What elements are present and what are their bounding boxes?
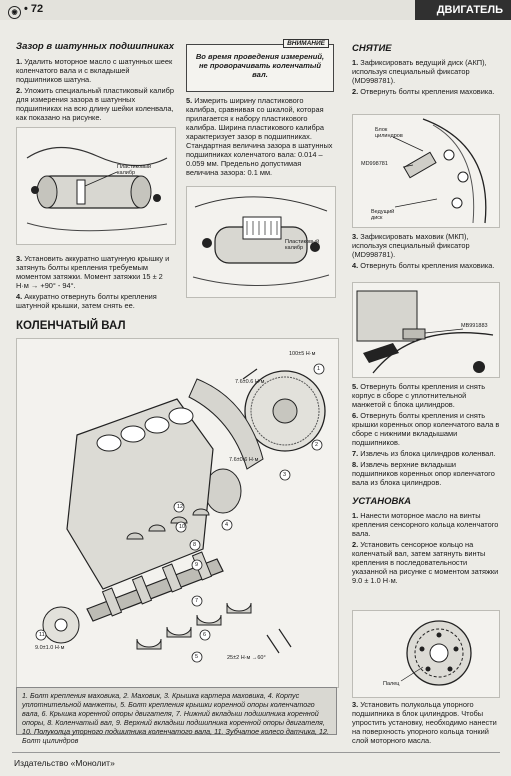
page-number: ◉ • 72 [8, 3, 43, 19]
install-step-3 [352, 700, 500, 745]
sensor-ring-drawing [353, 611, 499, 697]
install-step-1 [352, 511, 500, 538]
figure-sensor-ring [352, 610, 500, 698]
figure-caption: 1. Болт крепления маховика, 2. Маховик, 3. Крышка картера маховика, 4. Корпус уплотнительной манжеты, 5. Болт крепления крышки коренной опоры коленчатого вала, 6. Крышка коренной опоры двигателя, 7. Нижний вкладыш подшипника коренной опоры, 8. Коленчатый вал, 9. Верхний вкладыш подшипника коренной опоры двигателя, 10. Полуколца упорного подшипника коленчатого вала, 11. Зубчатое колесо датчика, 12. Болт цилиндров [16, 687, 337, 735]
step-number: 7. [352, 449, 359, 458]
callout-12: 12 [177, 504, 184, 510]
right-column [352, 44, 500, 98]
removal-step-5 [352, 382, 500, 409]
removal-step-1 [352, 58, 500, 85]
right-column-mid [352, 232, 500, 272]
right-column-lower [352, 382, 500, 587]
step-text: Измерить ширину пластикового калибра, сравнивая со шкалой, которая прилагается к набору пластикового калибра. Ширина пластикового калибра характеризует зазор в подшипниках. Стандартная величина зазора в шатунных подшипниках коленчатого вала: 0.014 – 0.059 мм. Предельно допустимая величина зазора: 0.1 мм. [186, 96, 333, 177]
plastigage-label: Пластиковый калибр [285, 239, 320, 251]
section-heading-crankshaft: КОЛЕНЧАТЫЙ ВАЛ [16, 320, 126, 332]
left-column [16, 42, 176, 124]
middle-column [186, 96, 334, 179]
step-text: Отвернуть болты крепления и снять крышки коренных опор коленчатого вала в сборе с нижними вкладышами подшипников. [352, 411, 500, 447]
label-cylinder-block: Блок цилиндров [375, 127, 403, 139]
torque-label-main-caps: 25±2 Н·м →60° [227, 655, 266, 661]
callout-5: 5 [195, 654, 199, 660]
callout-11: 11 [39, 632, 45, 638]
step-number: 2. [352, 540, 359, 549]
step-text: Удалить моторное масло с шатунных шеек коленчатого вала и с вкладышей подшипников шатуна. [16, 57, 173, 84]
warning-tag: ВНИМАНИЕ [283, 39, 329, 48]
install-step-2 [352, 540, 500, 585]
figure-crankshaft-exploded [16, 338, 339, 688]
step-number: 6. [352, 411, 359, 420]
figure-plastigage-crankshaft [16, 127, 176, 245]
torque-label-flywheel: 100±5 Н·м [289, 351, 316, 357]
step-text: Зафиксировать ведущий диск (АКП), используя специальный фиксатор (MD998781). [352, 58, 487, 85]
section-heading-installation: УСТАНОВКА [352, 496, 412, 507]
callout-10: 10 [179, 524, 186, 530]
torque-label-sensor: 9.0±1.0 Н·м [35, 645, 65, 651]
removal-step-6 [352, 411, 500, 447]
callout-7: 7 [195, 598, 199, 604]
footer-divider [12, 752, 500, 753]
step-2 [16, 86, 176, 122]
callout-8: 8 [193, 542, 197, 548]
step-text: Уложить специальный пластиковый калибр для измерения зазора в шатунных подшипниках на всю длину шейки коленвала, как показано на рисунке. [16, 86, 175, 122]
removal-step-2 [352, 87, 500, 96]
step-3 [16, 254, 176, 290]
removal-step-3 [352, 232, 500, 259]
step-text: Извлечь верхние вкладыши подшипников коренных опор коленчатого вала из блока цилиндров. [352, 460, 495, 487]
figure-flywheel-lock [352, 282, 500, 378]
section-heading-bearing-clearance: Зазор в шатунных подшипниках [16, 41, 175, 52]
step-number: 1. [352, 58, 359, 67]
step-number: 2. [16, 86, 23, 95]
figure-plastigage-measure [186, 186, 336, 298]
step-5 [186, 96, 334, 177]
crankshaft-journal-drawing [17, 128, 175, 244]
step-number: 4. [352, 261, 359, 270]
step-text: Отвернуть болты крепления маховика. [360, 261, 495, 270]
step-number: 4. [16, 292, 23, 301]
step-number: 3. [352, 700, 359, 709]
torque-label-seal: 7.6±0.6 Н·м [229, 457, 259, 463]
left-column-lower [16, 254, 176, 312]
label-drive-plate: Ведущий диск [371, 209, 395, 221]
callout-3: 3 [283, 472, 287, 478]
step-number: 3. [352, 232, 359, 241]
removal-step-7 [352, 449, 500, 458]
step-text: Зафиксировать маховик (МКП), используя специальный фиксатор (MD998781). [352, 232, 470, 259]
publisher-footer: Издательство «Монолит» [14, 758, 115, 768]
exploded-view-drawing [17, 339, 338, 687]
removal-step-8 [352, 460, 500, 487]
step-text: Установить аккуратно шатунную крышку и затянуть болты крепления требуемым моментом затяжки. Момент затяжки 15 ± 2 Н·м → +90° - 94°. [16, 254, 170, 290]
label-tool-md998781: MD998781 [361, 161, 388, 167]
figure-drive-plate-lock [352, 114, 500, 228]
step-number: 1. [352, 511, 359, 520]
engine-icon: ◉ [8, 6, 21, 19]
section-title: ДВИГАТЕЛЬ [415, 0, 511, 20]
page-header [0, 0, 511, 20]
step-text: Нанести моторное масло на винты крепления сенсорного кольца коленчатого вала. [352, 511, 499, 538]
step-4 [16, 292, 176, 310]
step-text: Отвернуть болты крепления маховика. [360, 87, 495, 96]
step-number: 3. [16, 254, 23, 263]
step-number: 1. [16, 57, 23, 66]
plastigage-label: Пластиковый калибр [117, 164, 152, 176]
step-number: 5. [186, 96, 193, 105]
section-heading-removal: СНЯТИЕ [352, 43, 392, 54]
label-tool-mb991883: MB991883 [461, 323, 488, 329]
right-column-bottom [352, 700, 500, 747]
warning-text: Во время проведения измерений, не проворачивать коленчатый вал. [195, 52, 325, 79]
page-number-text: 72 [30, 3, 44, 15]
callout-2: 2 [315, 442, 319, 448]
warning-box [186, 40, 334, 92]
step-text: Отвернуть болты крепления и снять корпус в сборе с уплотнительной манжетой с блока цилиндров. [352, 382, 486, 409]
callout-9: 9 [195, 562, 199, 568]
step-1 [16, 57, 176, 84]
callout-1: 1 [317, 366, 321, 372]
removal-step-4 [352, 261, 500, 270]
torque-label-cover: 7.6±0.6 Н·м [235, 379, 265, 385]
label-pin: Палец [383, 681, 400, 687]
step-number: 5. [352, 382, 359, 391]
callout-4: 4 [225, 522, 229, 528]
step-text: Установить сенсорное кольцо на коленчатый вал, затем затянуть винты крепления в последовательности указанной на рисунке с моментом затяжки 9.0 ± 1.0 Н·м. [352, 540, 499, 585]
step-text: Установить полукольца упорного подшипника в блок цилиндров. Чтобы упростить установку, необходимо нанести на поверхность упорного кольца тонкий слой моторного масла. [352, 700, 497, 745]
step-number: 8. [352, 460, 359, 469]
step-text: Аккуратно отвернуть болты крепления шатунной крышки, затем снять ее. [16, 292, 157, 310]
callout-6: 6 [203, 632, 207, 638]
flywheel-lock-drawing [353, 283, 499, 377]
step-number: 2. [352, 87, 359, 96]
step-text: Извлечь из блока цилиндров коленвал. [360, 449, 496, 458]
